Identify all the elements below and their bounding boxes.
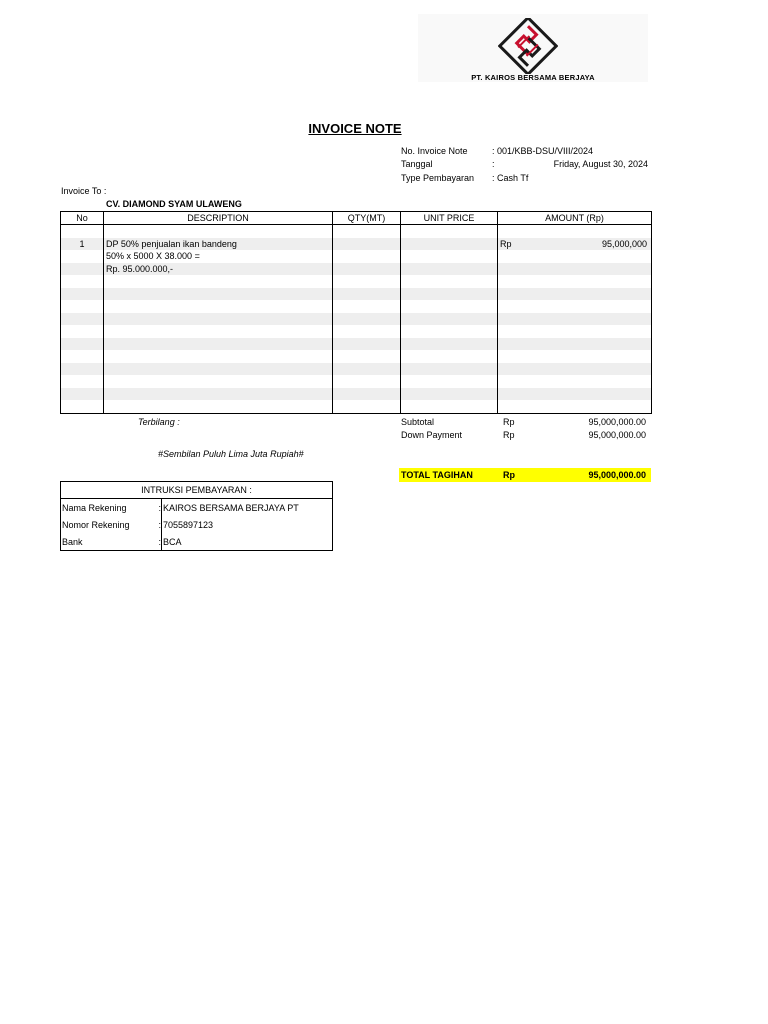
payment-colon: : [158, 502, 162, 513]
down-payment-label: Down Payment [401, 430, 463, 440]
row-qty [333, 250, 401, 263]
payment-row [61, 499, 333, 517]
table-row [61, 338, 652, 351]
kbb-logo-icon [498, 18, 558, 74]
row-no [61, 250, 104, 263]
row-no: 1 [61, 238, 104, 251]
header-description: DESCRIPTION [104, 212, 333, 225]
date-colon: : [492, 159, 495, 169]
table-row [61, 363, 652, 376]
row-qty [333, 263, 401, 276]
table-row [61, 288, 652, 301]
row-price [401, 238, 498, 251]
row-description [104, 225, 333, 238]
row-qty [333, 225, 401, 238]
row-no [61, 263, 104, 276]
company-name: PT. KAIROS BERSAMA BERJAYA [471, 73, 595, 82]
row-amount-cell [498, 250, 652, 263]
row-amount-cell [498, 225, 652, 238]
subtotal-currency: Rp [503, 417, 515, 427]
payment-label: Nama Rekening [61, 499, 158, 517]
table-row [61, 375, 652, 388]
down-payment-value: 95,000,000.00 [588, 430, 646, 440]
total-label: TOTAL TAGIHAN [401, 470, 473, 480]
table-row [61, 225, 652, 238]
table-row [61, 263, 652, 276]
table-row [61, 250, 652, 263]
table-row [61, 325, 652, 338]
payment-row [61, 516, 333, 533]
table-row [61, 300, 652, 313]
page-title: INVOICE NOTE [308, 121, 402, 136]
payment-instructions-table [60, 481, 333, 551]
total-currency: Rp [503, 470, 515, 480]
date-label: Tanggal [401, 159, 433, 169]
date-value: Friday, August 30, 2024 [553, 159, 648, 169]
payment-row [61, 533, 333, 551]
payment-label: Bank [61, 533, 158, 551]
row-amount: 95,000,000 [601, 238, 647, 249]
row-qty [333, 238, 401, 251]
table-row [61, 388, 652, 401]
table-row [61, 400, 652, 413]
row-amount-cell [498, 238, 652, 251]
table-row [61, 350, 652, 363]
subtotal-label: Subtotal [401, 417, 435, 427]
row-description: Rp. 95.000.000,- [104, 263, 333, 276]
payment-label: Nomor Rekening [61, 516, 158, 533]
invoice-no-label: No. Invoice Note [401, 146, 468, 156]
row-description: DP 50% penjualan ikan bandeng [104, 238, 333, 251]
header-no: No [61, 212, 104, 225]
row-price [401, 250, 498, 263]
items-header-row [61, 212, 652, 225]
table-row [61, 313, 652, 326]
header-qty: QTY(MT) [333, 212, 401, 225]
amount-in-words: #Sembilan Puluh Lima Juta Rupiah# [158, 449, 304, 459]
subtotal-value: 95,000,000.00 [588, 417, 646, 427]
row-description: 50% x 5000 X 38.000 = [104, 250, 333, 263]
table-row [61, 275, 652, 288]
row-price [401, 225, 498, 238]
payment-value: KAIROS BERSAMA BERJAYA PT [162, 499, 333, 517]
items-table [60, 211, 652, 414]
payment-header: INTRUKSI PEMBAYARAN : [61, 482, 333, 499]
total-value: 95,000,000.00 [588, 470, 646, 480]
row-amount-cell [498, 263, 652, 276]
payment-type-label: Type Pembayaran [401, 173, 475, 183]
invoice-to-label: Invoice To : [61, 186, 107, 196]
terbilang-label: Terbilang : [138, 417, 180, 427]
header-amount: AMOUNT (Rp) [498, 212, 652, 225]
client-name: CV. DIAMOND SYAM ULAWENG [106, 199, 242, 209]
payment-colon: : [158, 533, 162, 551]
row-currency: Rp [500, 238, 512, 249]
payment-colon: : [158, 519, 162, 530]
payment-type-value: : Cash Tf [492, 173, 529, 183]
payment-value: 7055897123 [162, 516, 333, 533]
down-payment-currency: Rp [503, 430, 515, 440]
invoice-no-value: : 001/KBB-DSU/VIII/2024 [492, 146, 594, 156]
row-price [401, 263, 498, 276]
payment-value: BCA [162, 533, 333, 551]
table-row [61, 238, 652, 251]
header-unit-price: UNIT PRICE [401, 212, 498, 225]
row-no [61, 225, 104, 238]
